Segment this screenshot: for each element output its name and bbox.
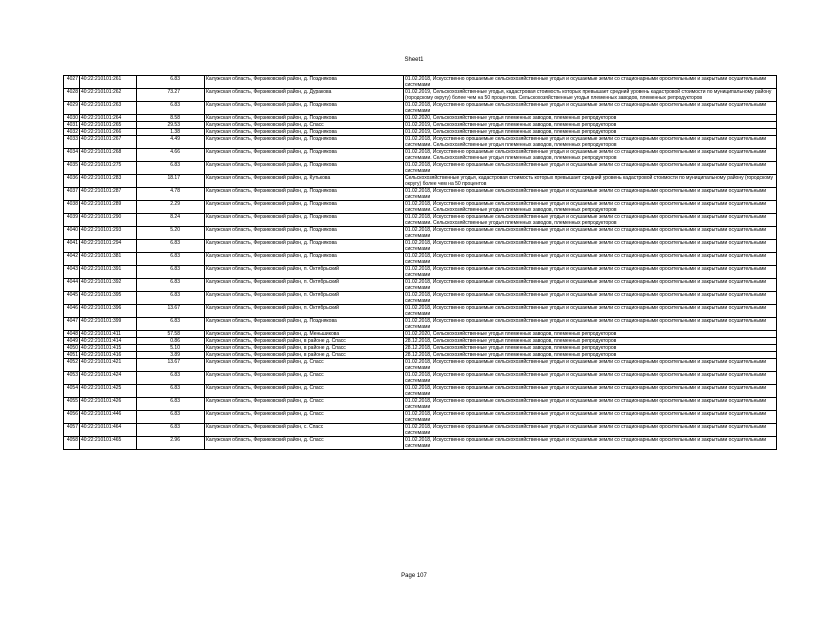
- description-cell: 01.02.2019, Сельскохозяйственные угодья племенных заводов, племенных репродукторов: [404, 122, 777, 129]
- address-cell: Калужская область, Ферзиковский район, д. Спасс: [205, 122, 404, 129]
- cadastral-number-cell: 40:22:210101:424: [80, 372, 137, 385]
- address-cell: Калужская область, Ферзиковский район, в районе д. Спасс: [205, 352, 404, 359]
- address-cell: Калужская область, Ферзиковский район, д. Кутькова: [205, 175, 404, 188]
- table-row: [64, 214, 777, 227]
- table-row: [64, 266, 777, 279]
- cadastral-number-cell: 40:22:210101:293: [80, 227, 137, 240]
- address-cell: Калужская область, Ферзиковский район, д. Позднякова: [205, 129, 404, 136]
- table-row: [64, 227, 777, 240]
- value-cell: 6.83: [137, 372, 205, 385]
- value-cell: 6.83: [137, 385, 205, 398]
- value-cell: 6.83: [137, 253, 205, 266]
- row-number-cell: 4031: [64, 122, 80, 129]
- table-row: [64, 201, 777, 214]
- address-cell: Калужская область, Ферзиковский район, д. Позднякова: [205, 227, 404, 240]
- description-cell: 01.02.2020, Сельскохозяйственные угодья племенных заводов, племенных репродукторов: [404, 331, 777, 338]
- row-number-cell: 4052: [64, 359, 80, 372]
- row-number-cell: 4041: [64, 240, 80, 253]
- page-number: Page 107: [401, 573, 427, 579]
- table-row: [64, 162, 777, 175]
- address-cell: Калужская область, Ферзиковский район, д. Позднякова: [205, 214, 404, 227]
- row-number-cell: 4028: [64, 89, 80, 102]
- value-cell: 57.58: [137, 331, 205, 338]
- table-row: [64, 175, 777, 188]
- row-number-cell: 4050: [64, 345, 80, 352]
- row-number-cell: 4040: [64, 227, 80, 240]
- description-cell: 01.02.2020, Сельскохозяйственные угодья племенных заводов, племенных репродукторов: [404, 115, 777, 122]
- value-cell: 6.83: [137, 279, 205, 292]
- description-cell: 01.02.2018, Искусственно орошаемые сельскохозяйственные угодья и осушаемые земли со стационарными оросительными и закрытыми осушительными системами: [404, 305, 777, 318]
- address-cell: Калужская область, Ферзиковский район, д. Меньшикова: [205, 331, 404, 338]
- value-cell: 6.83: [137, 292, 205, 305]
- table-row: [64, 398, 777, 411]
- row-number-cell: 4037: [64, 188, 80, 201]
- cadastral-number-cell: 40:22:210101:415: [80, 345, 137, 352]
- value-cell: 6.83: [137, 424, 205, 437]
- description-cell: 01.02.2018, Искусственно орошаемые сельскохозяйственные угодья и осушаемые земли со стационарными оросительными и закрытыми осушительными системами: [404, 372, 777, 385]
- table-row: [64, 292, 777, 305]
- address-cell: Калужская область, Ферзиковский район, д. Позднякова: [205, 188, 404, 201]
- value-cell: 73.27: [137, 89, 205, 102]
- value-cell: 4.78: [137, 188, 205, 201]
- table-row: [64, 372, 777, 385]
- row-number-cell: 4038: [64, 201, 80, 214]
- value-cell: 18.17: [137, 175, 205, 188]
- table-row: [64, 318, 777, 331]
- description-cell: 01.02.2018, Искусственно орошаемые сельскохозяйственные угодья и осушаемые земли со стационарными оросительными и закрытыми осушительными системами: [404, 76, 777, 89]
- row-number-cell: 4032: [64, 129, 80, 136]
- row-number-cell: 4048: [64, 331, 80, 338]
- description-cell: 01.02.2018, Искусственно орошаемые сельскохозяйственные угодья и осушаемые земли со стационарными оросительными и закрытыми осушительными системами: [404, 240, 777, 253]
- cadastral-number-cell: 40:22:210101:399: [80, 318, 137, 331]
- description-cell: 01.02.2018, Искусственно орошаемые сельскохозяйственные угодья и осушаемые земли со стационарными оросительными и закрытыми осушительными системами. Сельскохозяйственные угодья племенных заводов, племенных репродукторов: [404, 149, 777, 162]
- address-cell: Калужская область, Ферзиковский район, д. Позднякова: [205, 318, 404, 331]
- address-cell: Калужская область, Ферзиковский район, п. Октябрьский: [205, 292, 404, 305]
- value-cell: 4.66: [137, 149, 205, 162]
- table-row: [64, 359, 777, 372]
- table-row: [64, 411, 777, 424]
- address-cell: Калужская область, Ферзиковский район, п. Октябрьский: [205, 305, 404, 318]
- cadastral-number-cell: 40:22:210101:266: [80, 129, 137, 136]
- value-cell: 6.83: [137, 240, 205, 253]
- value-cell: 4.49: [137, 136, 205, 149]
- description-cell: 28.12.2018, Сельскохозяйственные угодья племенных заводов, племенных репродукторов: [404, 338, 777, 345]
- row-number-cell: 4033: [64, 136, 80, 149]
- row-number-cell: 4056: [64, 411, 80, 424]
- description-cell: 01.02.2019, Сельскохозяйственные угодья, кадастровая стоимость которых превышает средний уровень кадастровой стоимости по муниципальному району (городскому округу) более чем на 50 процентов. Сельскохозяйственные угодья племенных заводов, племенных репродукторов: [404, 89, 777, 102]
- value-cell: 6.83: [137, 162, 205, 175]
- description-cell: 01.02.2018, Искусственно орошаемые сельскохозяйственные угодья и осушаемые земли со стационарными оросительными и закрытыми осушительными системами: [404, 385, 777, 398]
- cadastral-number-cell: 40:22:210101:392: [80, 279, 137, 292]
- description-cell: Сельскохозяйственные угодья, кадастровая стоимость которых превышает средний уровень кадастровой стоимости по муниципальному району (городскому округу) более чем на 50 процентов: [404, 175, 777, 188]
- description-cell: 01.02.2018, Искусственно орошаемые сельскохозяйственные угодья и осушаемые земли со стационарными оросительными и закрытыми осушительными системами: [404, 227, 777, 240]
- description-cell: 01.02.2018, Искусственно орошаемые сельскохозяйственные угодья и осушаемые земли со стационарными оросительными и закрытыми осушительными системами: [404, 292, 777, 305]
- row-number-cell: 4030: [64, 115, 80, 122]
- table-row: [64, 385, 777, 398]
- row-number-cell: 4054: [64, 385, 80, 398]
- cadastral-number-cell: 40:22:210101:294: [80, 240, 137, 253]
- table-row: [64, 305, 777, 318]
- cadastral-number-cell: 40:22:210101:265: [80, 122, 137, 129]
- description-cell: 01.02.2018, Искусственно орошаемые сельскохозяйственные угодья и осушаемые земли со стационарными оросительными и закрытыми осушительными системами: [404, 162, 777, 175]
- cadastral-number-cell: 40:22:210101:425: [80, 385, 137, 398]
- value-cell: 1.38: [137, 129, 205, 136]
- cadastral-number-cell: 40:22:210101:275: [80, 162, 137, 175]
- row-number-cell: 4046: [64, 305, 80, 318]
- table-row: [64, 240, 777, 253]
- cadastral-number-cell: 40:22:210101:290: [80, 214, 137, 227]
- description-cell: 01.02.2018, Искусственно орошаемые сельскохозяйственные угодья и осушаемые земли со стационарными оросительными и закрытыми осушительными системами. Сельскохозяйственные угодья племенных заводов, племенных репродукторов: [404, 136, 777, 149]
- data-table-wrapper: [63, 75, 774, 450]
- cadastral-number-cell: 40:22:210101:395: [80, 292, 137, 305]
- address-cell: Калужская область, Ферзиковский район, д. Спасс: [205, 359, 404, 372]
- value-cell: 6.83: [137, 266, 205, 279]
- row-number-cell: 4057: [64, 424, 80, 437]
- description-cell: 01.02.2018, Искусственно орошаемые сельскохозяйственные угодья и осушаемые земли со стационарными оросительными и закрытыми осушительными системами: [404, 318, 777, 331]
- table-row: [64, 331, 777, 338]
- address-cell: Калужская область, Ферзиковский район, в районе д. Спасс: [205, 345, 404, 352]
- address-cell: Калужская область, Ферзиковский район, д. Спасс: [205, 411, 404, 424]
- cadastral-number-cell: 40:22:210101:263: [80, 102, 137, 115]
- row-number-cell: 4058: [64, 437, 80, 450]
- row-number-cell: 4035: [64, 162, 80, 175]
- cadastral-number-cell: 40:22:210101:446: [80, 411, 137, 424]
- row-number-cell: 4055: [64, 398, 80, 411]
- value-cell: 6.83: [137, 102, 205, 115]
- table-row: [64, 122, 777, 129]
- data-table-body: [64, 76, 777, 450]
- row-number-cell: 4049: [64, 338, 80, 345]
- cadastral-number-cell: 40:22:210101:268: [80, 149, 137, 162]
- description-cell: 01.02.2018, Искусственно орошаемые сельскохозяйственные угодья и осушаемые земли со стационарными оросительными и закрытыми осушительными системами: [404, 359, 777, 372]
- description-cell: 28.12.2018, Сельскохозяйственные угодья племенных заводов, племенных репродукторов: [404, 352, 777, 359]
- value-cell: 13.67: [137, 359, 205, 372]
- address-cell: Калужская область, Ферзиковский район, д. Позднякова: [205, 136, 404, 149]
- cadastral-number-cell: 40:22:210101:262: [80, 89, 137, 102]
- value-cell: 6.83: [137, 76, 205, 89]
- cadastral-number-cell: 40:22:210101:391: [80, 266, 137, 279]
- address-cell: Калужская область, Ферзиковский район, д. Позднякова: [205, 201, 404, 214]
- description-cell: 01.02.2018, Искусственно орошаемые сельскохозяйственные угодья и осушаемые земли со стационарными оросительными и закрытыми осушительными системами: [404, 411, 777, 424]
- row-number-cell: 4044: [64, 279, 80, 292]
- table-row: [64, 129, 777, 136]
- cadastral-number-cell: 40:22:210101:289: [80, 201, 137, 214]
- table-row: [64, 76, 777, 89]
- address-cell: Калужская область, Ферзиковский район, д. Позднякова: [205, 115, 404, 122]
- row-number-cell: 4051: [64, 352, 80, 359]
- row-number-cell: 4036: [64, 175, 80, 188]
- table-row: [64, 149, 777, 162]
- value-cell: 0.86: [137, 338, 205, 345]
- cadastral-number-cell: 40:22:210101:381: [80, 253, 137, 266]
- table-row: [64, 338, 777, 345]
- description-cell: 01.02.2018, Искусственно орошаемые сельскохозяйственные угодья и осушаемые земли со стационарными оросительными и закрытыми осушительными системами: [404, 398, 777, 411]
- address-cell: Калужская область, Ферзиковский район, п. Октябрьский: [205, 279, 404, 292]
- table-row: [64, 424, 777, 437]
- description-cell: 01.02.2018, Искусственно орошаемые сельскохозяйственные угодья и осушаемые земли со стационарными оросительными и закрытыми осушительными системами. Сельскохозяйственные угодья племенных заводов, племенных репродукторов: [404, 201, 777, 214]
- row-number-cell: 4034: [64, 149, 80, 162]
- table-row: [64, 279, 777, 292]
- cadastral-number-cell: 40:22:210101:464: [80, 424, 137, 437]
- cadastral-number-cell: 40:22:210101:416: [80, 352, 137, 359]
- value-cell: 8.58: [137, 115, 205, 122]
- value-cell: 6.83: [137, 398, 205, 411]
- table-row: [64, 352, 777, 359]
- value-cell: 2.29: [137, 201, 205, 214]
- address-cell: Калужская область, Ферзиковский район, д. Спасс: [205, 398, 404, 411]
- cadastral-number-cell: 40:22:210101:414: [80, 338, 137, 345]
- row-number-cell: 4047: [64, 318, 80, 331]
- description-cell: 01.02.2018, Искусственно орошаемые сельскохозяйственные угодья и осушаемые земли со стационарными оросительными и закрытыми осушительными системами: [404, 102, 777, 115]
- row-number-cell: 4045: [64, 292, 80, 305]
- table-row: [64, 115, 777, 122]
- row-number-cell: 4043: [64, 266, 80, 279]
- address-cell: Калужская область, Ферзиковский район, в районе д. Спасс: [205, 338, 404, 345]
- row-number-cell: 4053: [64, 372, 80, 385]
- description-cell: 01.02.2019, Сельскохозяйственные угодья племенных заводов, племенных репродукторов: [404, 129, 777, 136]
- address-cell: Калужская область, Ферзиковский район, д. Позднякова: [205, 76, 404, 89]
- row-number-cell: 4029: [64, 102, 80, 115]
- table-row: [64, 89, 777, 102]
- address-cell: Калужская область, Ферзиковский район, д. Позднякова: [205, 149, 404, 162]
- value-cell: 5.20: [137, 227, 205, 240]
- description-cell: 01.02.2018, Искусственно орошаемые сельскохозяйственные угодья и осушаемые земли со стационарными оросительными и закрытыми осушительными системами: [404, 437, 777, 450]
- cadastral-number-cell: 40:22:210101:465: [80, 437, 137, 450]
- cadastral-number-cell: 40:22:210101:421: [80, 359, 137, 372]
- cadastral-number-cell: 40:22:210101:264: [80, 115, 137, 122]
- address-cell: Калужская область, Ферзиковский район, д. Дуракова: [205, 89, 404, 102]
- table-row: [64, 188, 777, 201]
- address-cell: Калужская область, Ферзиковский район, д. Позднякова: [205, 253, 404, 266]
- table-row: [64, 253, 777, 266]
- table-row: [64, 136, 777, 149]
- cadastral-number-cell: 40:22:210101:267: [80, 136, 137, 149]
- cadastral-number-cell: 40:22:210101:283: [80, 175, 137, 188]
- value-cell: 29.53: [137, 122, 205, 129]
- value-cell: 6.83: [137, 411, 205, 424]
- cadastral-number-cell: 40:22:210101:411: [80, 331, 137, 338]
- value-cell: 2.96: [137, 437, 205, 450]
- value-cell: 6.83: [137, 318, 205, 331]
- address-cell: Калужская область, Ферзиковский район, п. Октябрьский: [205, 266, 404, 279]
- description-cell: 01.02.2018, Искусственно орошаемые сельскохозяйственные угодья и осушаемые земли со стационарными оросительными и закрытыми осушительными системами: [404, 266, 777, 279]
- sheet-title: Sheet1: [404, 57, 424, 63]
- address-cell: Калужская область, Ферзиковский район, д. Позднякова: [205, 162, 404, 175]
- description-cell: 28.12.2018, Сельскохозяйственные угодья племенных заводов, племенных репродукторов: [404, 345, 777, 352]
- description-cell: 01.02.2018, Искусственно орошаемые сельскохозяйственные угодья и осушаемые земли со стационарными оросительными и закрытыми осушительными системами: [404, 424, 777, 437]
- address-cell: Калужская область, Ферзиковский район, д. Позднякова: [205, 240, 404, 253]
- description-cell: 01.02.2018, Искусственно орошаемые сельскохозяйственные угодья и осушаемые земли со стационарными оросительными и закрытыми осушительными системами. Сельскохозяйственные угодья племенных заводов, племенных репродукторов: [404, 214, 777, 227]
- table-row: [64, 437, 777, 450]
- cadastral-number-cell: 40:22:210101:396: [80, 305, 137, 318]
- value-cell: 5.10: [137, 345, 205, 352]
- value-cell: 8.24: [137, 214, 205, 227]
- data-table: [63, 75, 777, 450]
- address-cell: Калужская область, Ферзиковский район, д. Спасс: [205, 437, 404, 450]
- cadastral-number-cell: 40:22:210101:426: [80, 398, 137, 411]
- cadastral-number-cell: 40:22:210101:287: [80, 188, 137, 201]
- row-number-cell: 4042: [64, 253, 80, 266]
- cadastral-number-cell: 40:22:210101:261: [80, 76, 137, 89]
- description-cell: 01.02.2018, Искусственно орошаемые сельскохозяйственные угодья и осушаемые земли со стационарными оросительными и закрытыми осушительными системами: [404, 279, 777, 292]
- table-row: [64, 345, 777, 352]
- value-cell: 3.89: [137, 352, 205, 359]
- address-cell: Калужская область, Ферзиковский район, д. Спасс: [205, 372, 404, 385]
- address-cell: Калужская область, Ферзиковский район, с. Спасс: [205, 424, 404, 437]
- row-number-cell: 4039: [64, 214, 80, 227]
- address-cell: Калужская область, Ферзиковский район, д. Позднякова: [205, 102, 404, 115]
- description-cell: 01.02.2018, Искусственно орошаемые сельскохозяйственные угодья и осушаемые земли со стационарными оросительными и закрытыми осушительными системами: [404, 253, 777, 266]
- table-row: [64, 102, 777, 115]
- description-cell: 01.02.2018, Искусственно орошаемые сельскохозяйственные угодья и осушаемые земли со стационарными оросительными и закрытыми осушительными системами: [404, 188, 777, 201]
- value-cell: 13.67: [137, 305, 205, 318]
- row-number-cell: 4027: [64, 76, 80, 89]
- address-cell: Калужская область, Ферзиковский район, д. Спасс: [205, 385, 404, 398]
